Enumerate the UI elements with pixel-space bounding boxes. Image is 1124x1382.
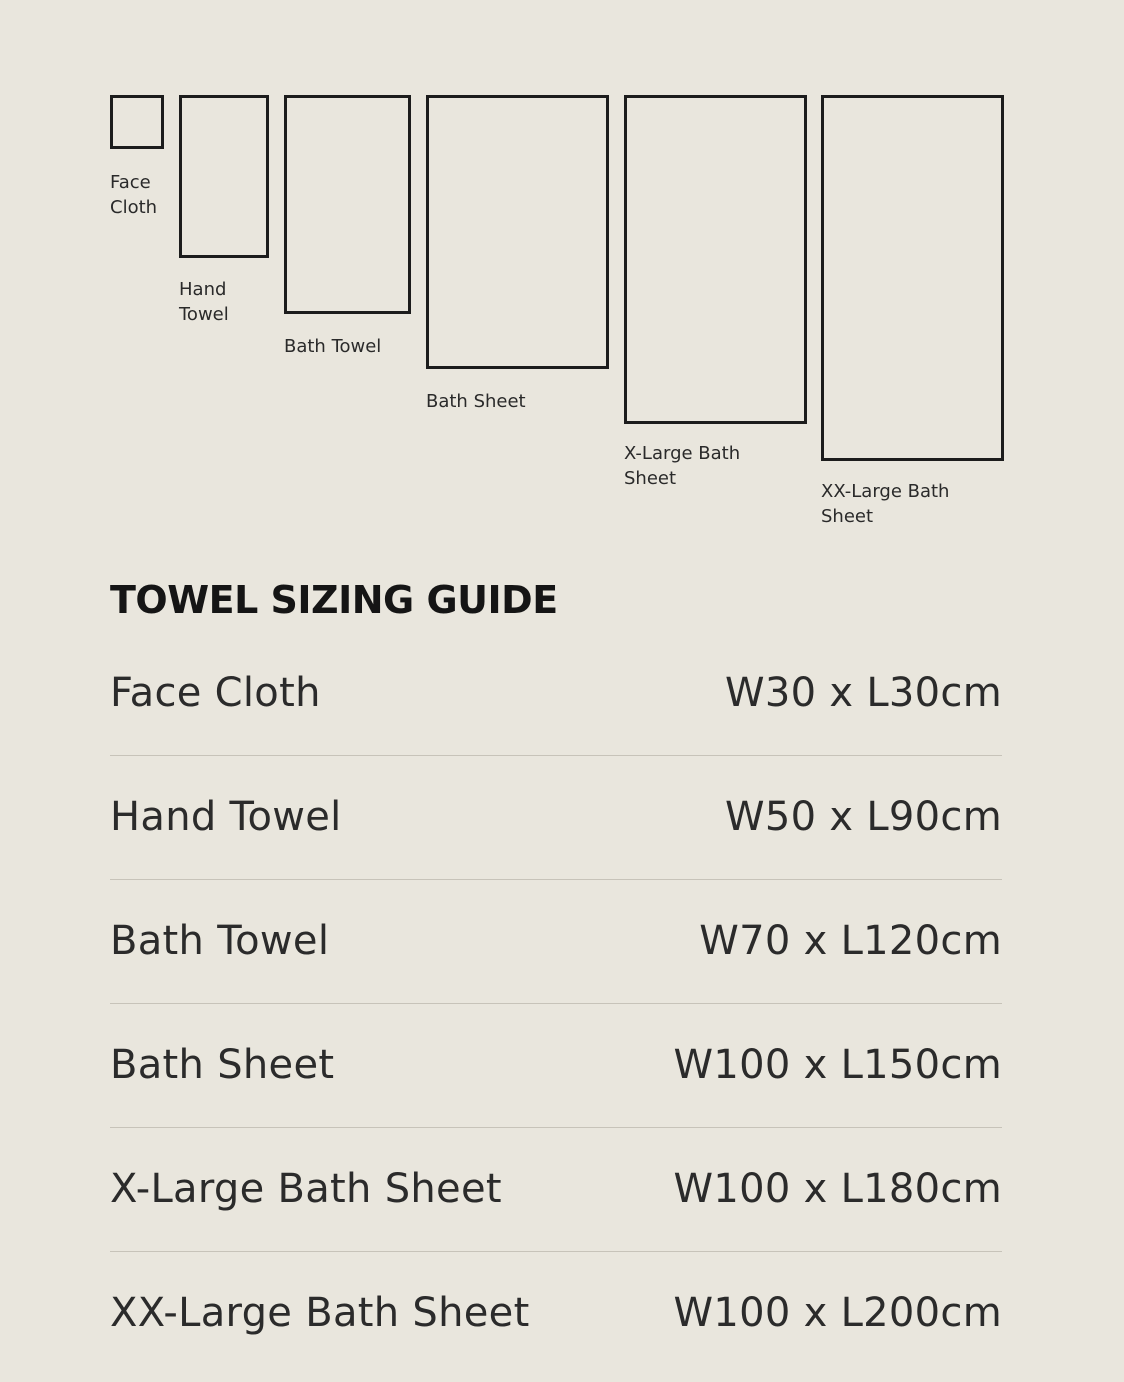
xx-large-bath-sheet-shape: [821, 95, 1004, 461]
towel-name: Bath Towel: [110, 918, 330, 964]
towel-dimensions: W100 x L150cm: [673, 1042, 1002, 1088]
hand-towel-label: Hand Towel: [179, 279, 229, 325]
towel-name: XX-Large Bath Sheet: [110, 1290, 530, 1336]
hand-towel-shape: [179, 95, 269, 258]
towel-dimensions: W100 x L180cm: [673, 1166, 1002, 1212]
towel-dimensions: W30 x L30cm: [725, 670, 1002, 716]
table-row: [110, 632, 1002, 756]
guide-title: TOWEL SIZING GUIDE: [110, 578, 558, 622]
table-row: [110, 1128, 1002, 1252]
towel-name: Hand Towel: [110, 794, 342, 840]
table-row: [110, 756, 1002, 880]
table-row: [110, 880, 1002, 1004]
towel-dimensions: W100 x L200cm: [673, 1290, 1002, 1336]
bath-towel-shape: [284, 95, 411, 314]
face-cloth-shape: [110, 95, 164, 149]
table-row: [110, 1252, 1002, 1376]
x-large-bath-sheet-label: X-Large Bath Sheet: [624, 443, 741, 489]
size-table: [110, 632, 1002, 1376]
xx-large-bath-sheet-label: XX-Large Bath Sheet: [821, 481, 950, 527]
towel-name: X-Large Bath Sheet: [110, 1166, 502, 1212]
towel-dimensions: W70 x L120cm: [699, 918, 1002, 964]
bath-sheet-shape: [426, 95, 609, 369]
towel-dimensions: W50 x L90cm: [725, 794, 1002, 840]
towel-size-diagram: [0, 0, 1124, 560]
face-cloth-label: Face Cloth: [110, 172, 158, 218]
x-large-bath-sheet-shape: [624, 95, 807, 424]
towel-name: Bath Sheet: [110, 1042, 335, 1088]
table-row: [110, 1004, 1002, 1128]
bath-sheet-label: Bath Sheet: [426, 391, 526, 412]
bath-towel-label: Bath Towel: [284, 336, 382, 357]
towel-name: Face Cloth: [110, 670, 321, 716]
